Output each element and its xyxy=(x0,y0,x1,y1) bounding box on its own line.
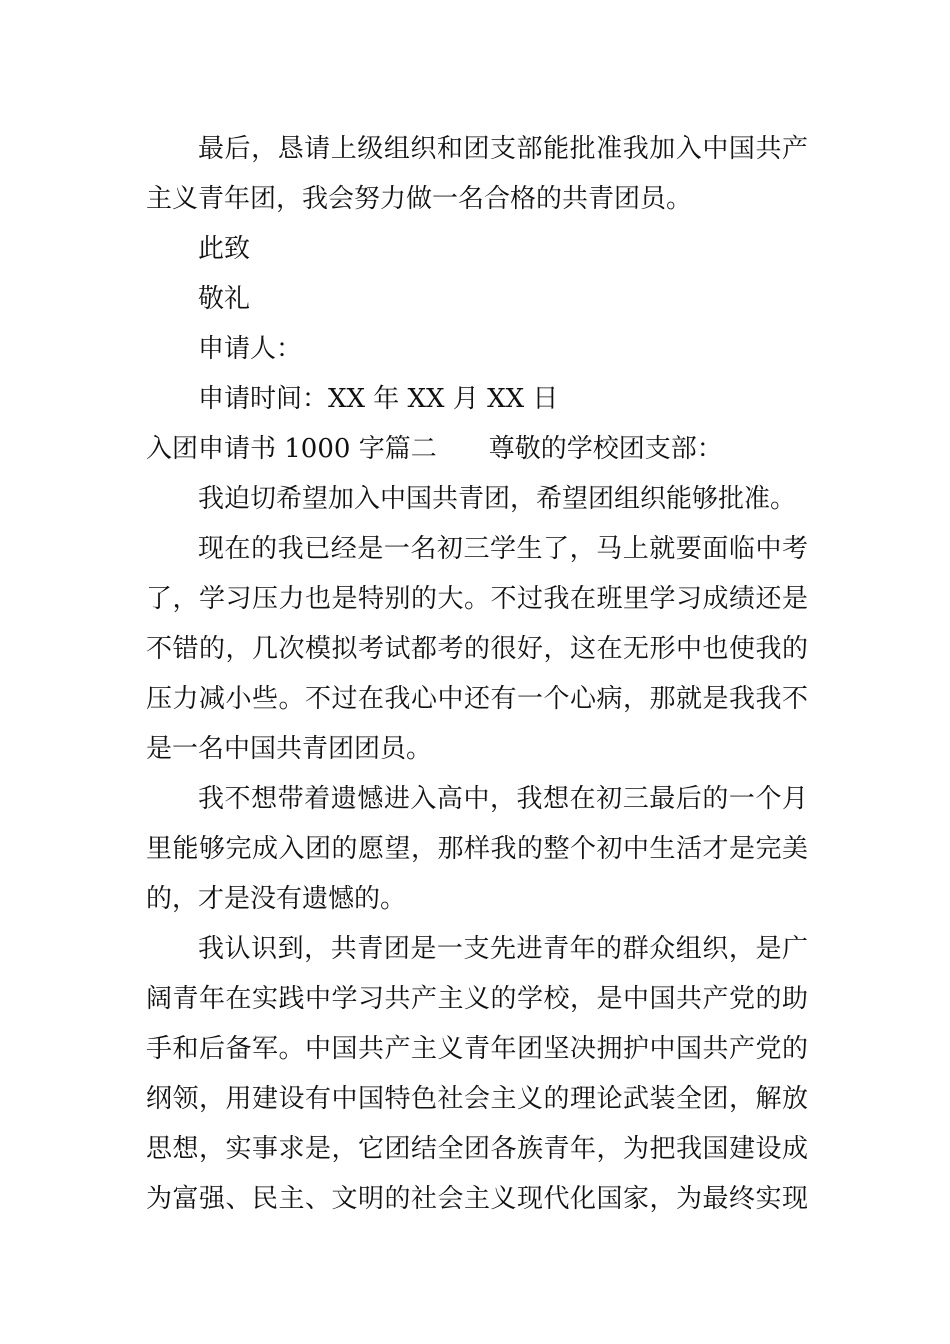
paragraph-line: 现在的我已经是一名初三学生了，马上就要面临中考 xyxy=(198,534,808,564)
paragraph-line: 阔青年在实践中学习共产主义的学校，是中国共产党的助 xyxy=(146,984,808,1014)
paragraph-line: 压力减小些。不过在我心中还有一个心病，那就是我我不 xyxy=(146,684,808,714)
applicant-line: 申请人： xyxy=(198,334,303,364)
section-heading-line xyxy=(146,424,808,474)
paragraph-line: 为富强、民主、文明的社会主义现代化国家，为最终实现 xyxy=(146,1184,808,1214)
paragraph-line: 我迫切希望加入中国共青团，希望团组织能够批准。 xyxy=(198,484,797,514)
closing-line: 敬礼 xyxy=(198,284,251,314)
paragraph-line: 主义青年团，我会努力做一名合格的共青团员。 xyxy=(146,184,693,214)
paragraph-line: 纲领，用建设有中国特色社会主义的理论武装全团，解放 xyxy=(146,1084,808,1114)
paragraph-line: 思想，实事求是，它团结全团各族青年，为把我国建设成 xyxy=(146,1134,808,1164)
paragraph-line: 不错的，几次模拟考试都考的很好，这在无形中也使我的 xyxy=(146,634,808,664)
section-heading: 入团申请书 1000 字篇二 xyxy=(146,434,437,464)
paragraph-line: 最后，恳请上级组织和团支部能批准我加入中国共产 xyxy=(198,134,808,164)
paragraph-line: 手和后备军。中国共产主义青年团坚决拥护中国共产党的 xyxy=(146,1034,808,1064)
closing-line: 此致 xyxy=(198,234,251,264)
paragraph-line: 我不想带着遗憾进入高中，我想在初三最后的一个月 xyxy=(198,784,808,814)
salutation: 尊敬的学校团支部： xyxy=(488,434,723,464)
paragraph-line: 的，才是没有遗憾的。 xyxy=(146,884,407,914)
paragraph-line: 是一名中国共青团团员。 xyxy=(146,734,433,764)
paragraph-line: 我认识到，共青团是一支先进青年的群众组织，是广 xyxy=(198,934,808,964)
application-date-line: 申请时间：XX 年 XX 月 XX 日 xyxy=(198,384,559,414)
document-body xyxy=(146,124,808,1224)
paragraph-line: 里能够完成入团的愿望，那样我的整个初中生活才是完美 xyxy=(146,834,808,864)
paragraph-line: 了，学习压力也是特别的大。不过我在班里学习成绩还是 xyxy=(146,584,808,614)
